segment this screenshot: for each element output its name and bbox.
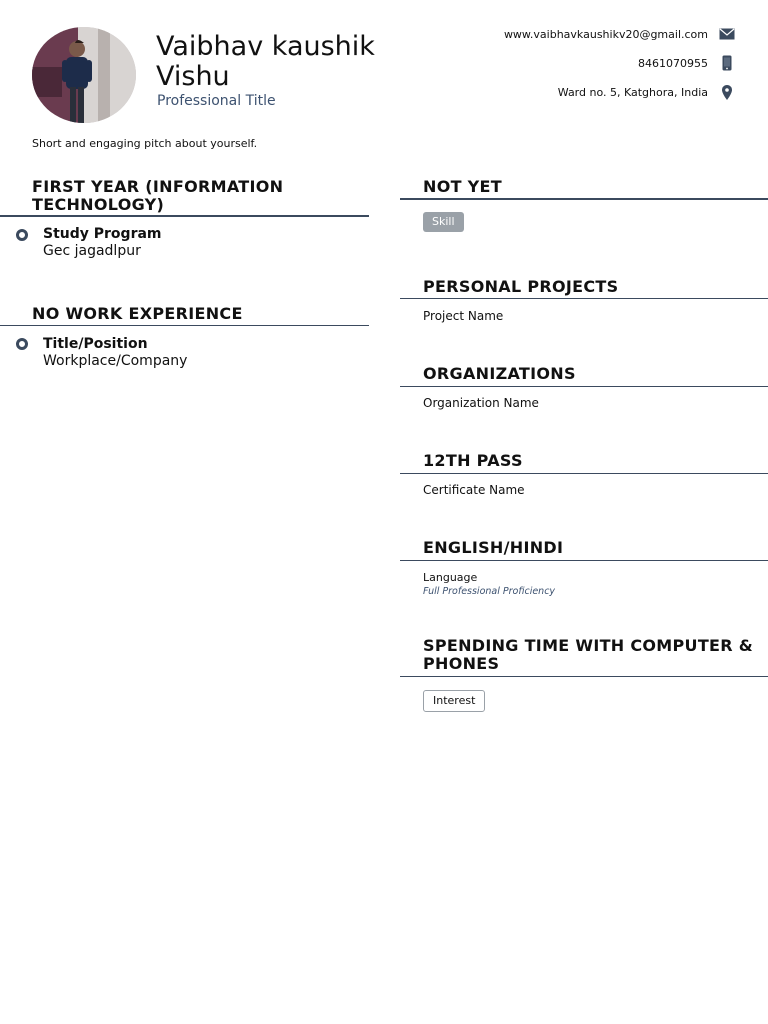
mobile-phone-icon — [718, 55, 736, 71]
projects-heading: PERSONAL PROJECTS — [423, 277, 619, 296]
candidate-name — [156, 32, 375, 92]
education-divider — [0, 215, 369, 217]
education-heading-line-1: FIRST YEAR (INFORMATION — [32, 177, 284, 196]
timeline-dot-icon — [16, 338, 28, 350]
project-name: Project Name — [423, 309, 504, 323]
summary-pitch: Short and engaging pitch about yourself. — [32, 137, 258, 150]
name-line-1: Vaibhav kaushik — [156, 31, 375, 62]
certificates-divider — [400, 473, 768, 474]
organizations-divider — [400, 386, 768, 387]
work-divider — [0, 325, 369, 326]
interests-heading-line-2: PHONES — [423, 654, 500, 673]
phone-text[interactable]: 8461070955 — [638, 56, 708, 70]
name-line-2: Vishu — [156, 61, 230, 92]
timeline-dot-icon — [16, 229, 28, 241]
interests-heading-line-1: SPENDING TIME WITH COMPUTER & — [423, 636, 754, 655]
language-proficiency: Full Professional Proficiency — [423, 586, 556, 597]
organizations-heading: ORGANIZATIONS — [423, 364, 576, 383]
profile-photo — [32, 27, 136, 123]
work-entry-title: Title/Position — [43, 336, 148, 352]
certificate-name: Certificate Name — [423, 483, 525, 497]
envelope-icon — [718, 28, 736, 40]
education-entry-institution: Gec jagadlpur — [43, 243, 141, 259]
address-text: Ward no. 5, Katghora, India — [557, 85, 708, 99]
contact-email[interactable] — [406, 25, 736, 43]
skills-heading: NOT YET — [423, 177, 503, 196]
projects-divider — [400, 298, 768, 299]
education-heading-line-2: TECHNOLOGY) — [32, 195, 165, 214]
certificates-heading: 12TH PASS — [423, 451, 523, 470]
location-pin-icon — [718, 85, 736, 100]
contact-address — [406, 83, 736, 101]
work-heading: NO WORK EXPERIENCE — [32, 304, 243, 323]
skills-divider — [400, 198, 768, 200]
interests-divider — [400, 676, 768, 677]
professional-title: Professional Title — [157, 93, 276, 109]
education-heading — [32, 178, 352, 214]
interest-tag: Interest — [423, 690, 485, 712]
work-entry-company: Workplace/Company — [43, 353, 188, 369]
language-name: Language — [423, 571, 478, 584]
languages-heading: ENGLISH/HINDI — [423, 538, 564, 557]
contact-phone[interactable] — [406, 54, 736, 72]
organization-name: Organization Name — [423, 396, 539, 410]
education-entry-title: Study Program — [43, 226, 162, 242]
interests-heading — [423, 637, 763, 673]
languages-divider — [400, 560, 768, 561]
skill-tag: Skill — [423, 212, 464, 232]
email-text[interactable]: www.vaibhavkaushikv20@gmail.com — [503, 27, 708, 41]
